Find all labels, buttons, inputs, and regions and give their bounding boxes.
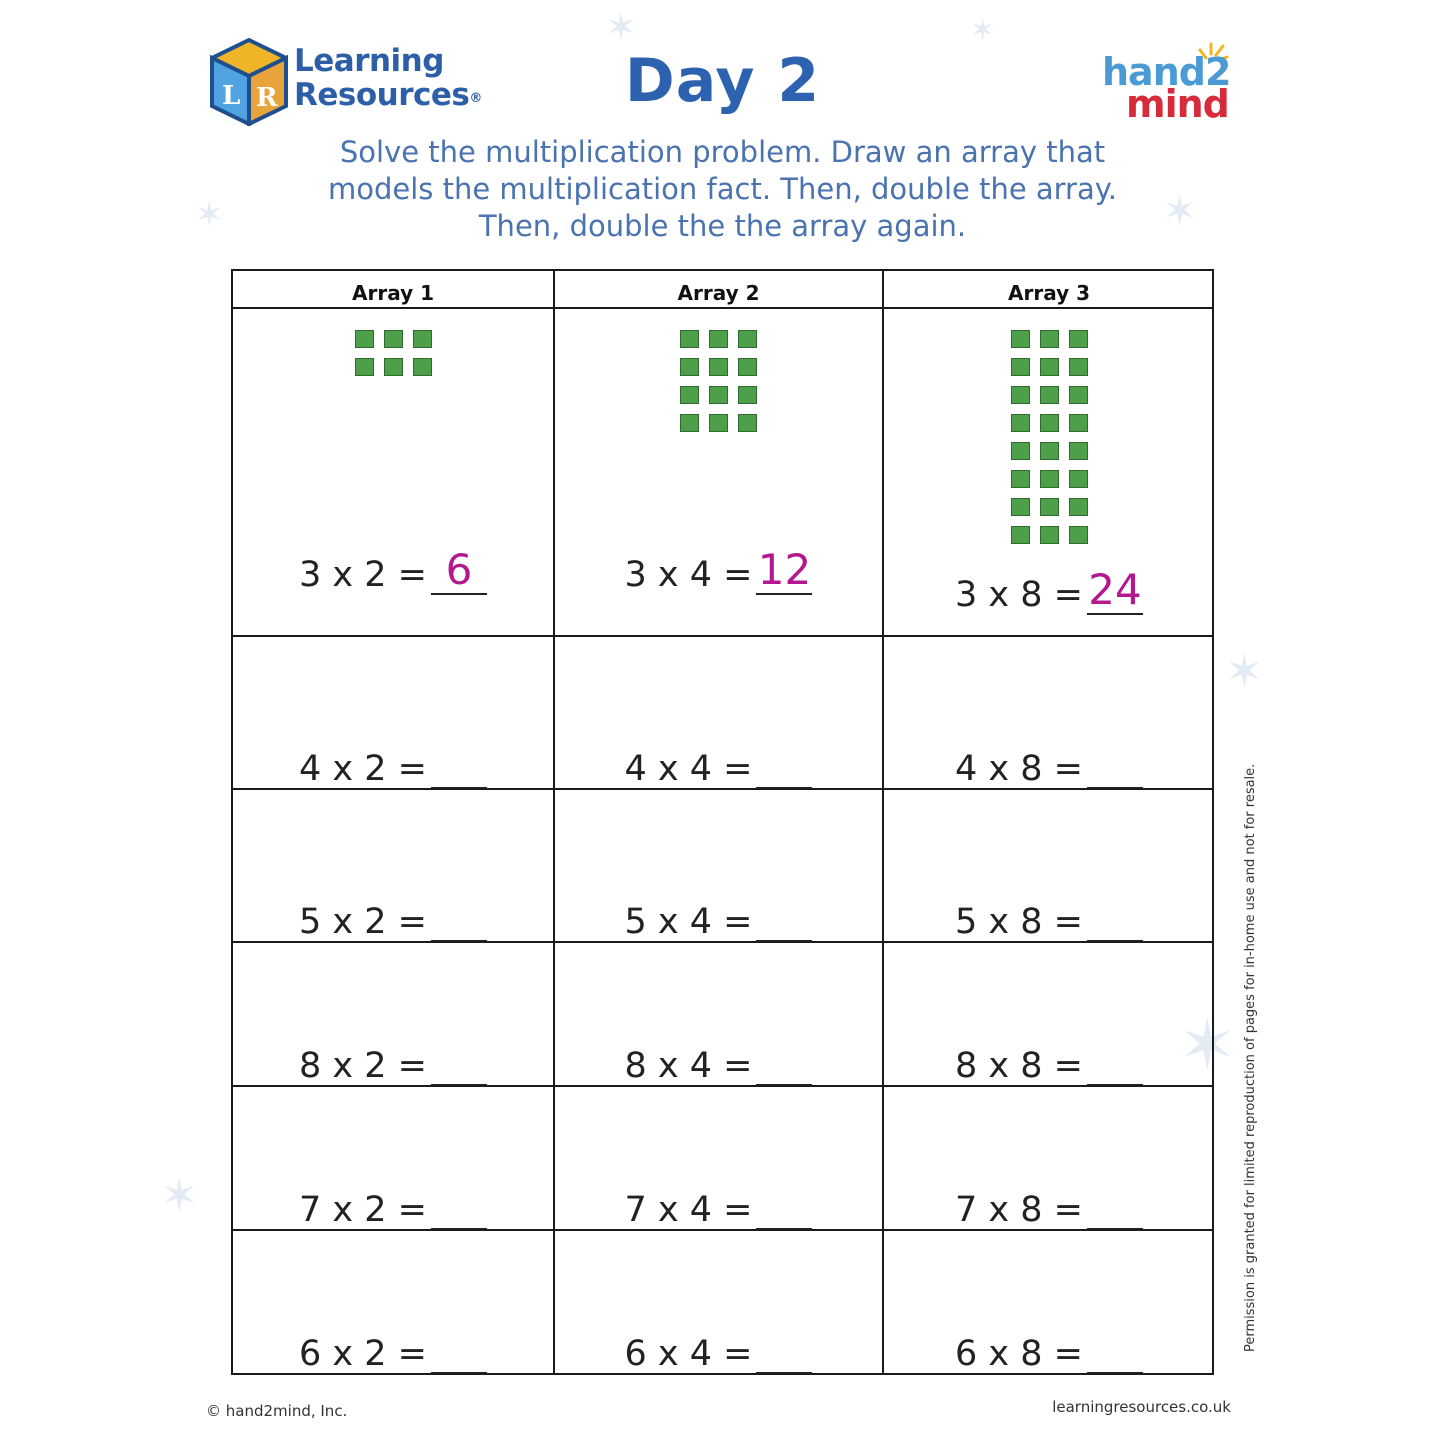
array-cell[interactable] — [884, 637, 1214, 788]
background-star-icon: ✶ — [1162, 186, 1198, 235]
array-square — [1011, 414, 1030, 432]
multiplication-equation — [233, 1334, 553, 1374]
brand-name-line2: Resources — [294, 77, 470, 113]
equation-expression: 5 x 4 = — [624, 902, 753, 942]
permission-notice: Permission is granted for limited reproduction of pages for in-home use and not for resale. — [1243, 763, 1258, 1352]
multiplication-equation — [555, 902, 882, 942]
multiplication-equation — [555, 1190, 882, 1230]
equation-expression: 6 x 4 = — [624, 1334, 753, 1374]
answer-blank[interactable] — [756, 749, 812, 789]
equation-expression: 5 x 2 = — [299, 902, 427, 942]
array-cell[interactable] — [884, 1231, 1214, 1375]
array-square — [709, 414, 728, 432]
array-square — [1040, 386, 1059, 404]
array-cell[interactable] — [884, 309, 1214, 635]
array-square — [680, 330, 699, 348]
website-url: learningresources.co.uk — [1052, 1398, 1231, 1416]
array-cell[interactable] — [884, 943, 1214, 1085]
array-square — [1040, 414, 1059, 432]
multiplication-equation — [884, 749, 1214, 789]
answer-blank[interactable] — [756, 1190, 812, 1230]
instructions-line: Then, double the the array again. — [478, 209, 967, 243]
array-square — [680, 358, 699, 376]
background-star-icon: ✶ — [1178, 1004, 1237, 1086]
column-header: Array 2 — [677, 281, 760, 305]
equation-expression: 4 x 8 = — [955, 749, 1083, 789]
square-array-grid — [680, 330, 757, 432]
equation-expression: 4 x 4 = — [624, 749, 753, 789]
array-cell[interactable] — [233, 1087, 555, 1229]
copyright-notice: © hand2mind, Inc. — [206, 1402, 348, 1420]
array-square — [1040, 526, 1059, 544]
multiplication-equation — [884, 1190, 1214, 1230]
answer-blank[interactable] — [431, 902, 487, 942]
equation-expression: 8 x 8 = — [955, 1046, 1083, 1086]
table-row — [233, 309, 1212, 637]
array-cell[interactable] — [555, 790, 884, 941]
equation-expression: 7 x 2 = — [299, 1190, 427, 1230]
answer-value: 6 — [445, 545, 473, 594]
array-square — [1069, 442, 1088, 460]
hand2mind-wordmark-bottom: mind — [1126, 82, 1229, 126]
equation-expression: 7 x 8 = — [955, 1190, 1083, 1230]
array-cell[interactable] — [555, 1087, 884, 1229]
equation-expression: 6 x 2 = — [299, 1334, 427, 1374]
array-square — [1011, 498, 1030, 516]
table-header-cell — [884, 271, 1214, 307]
column-header: Array 3 — [1007, 281, 1090, 305]
array-square — [680, 414, 699, 432]
square-array-grid — [355, 330, 432, 376]
answer-blank[interactable] — [756, 545, 812, 595]
square-array — [233, 330, 553, 376]
multiplication-equation — [233, 749, 553, 789]
answer-blank[interactable] — [1087, 749, 1143, 789]
table-header-row — [233, 271, 1212, 309]
array-cell[interactable] — [555, 637, 884, 788]
multiplication-equation — [555, 1334, 882, 1374]
array-cell[interactable] — [233, 309, 555, 635]
array-square — [1011, 526, 1030, 544]
array-cell[interactable] — [884, 1087, 1214, 1229]
answer-blank[interactable] — [1087, 565, 1143, 615]
multiplication-equation — [884, 1046, 1214, 1086]
answer-blank[interactable] — [431, 1046, 487, 1086]
array-square — [709, 358, 728, 376]
array-square — [1069, 526, 1088, 544]
array-square — [1011, 470, 1030, 488]
array-square — [709, 330, 728, 348]
array-square — [413, 330, 432, 348]
square-array — [884, 330, 1214, 544]
instructions-line: models the multiplication fact. Then, double the array. — [327, 172, 1118, 206]
answer-blank[interactable] — [756, 902, 812, 942]
array-square — [738, 414, 757, 432]
square-array-grid — [1011, 330, 1088, 544]
instructions — [260, 134, 1185, 245]
array-square — [1040, 442, 1059, 460]
equation-expression: 3 x 4 = — [624, 555, 753, 595]
array-cell[interactable] — [884, 790, 1214, 941]
array-square — [1011, 330, 1030, 348]
array-cell[interactable] — [555, 309, 884, 635]
array-square — [384, 358, 403, 376]
array-cell[interactable] — [555, 943, 884, 1085]
multiplication-equation — [884, 902, 1214, 942]
multiplication-equation — [884, 565, 1214, 615]
array-square — [355, 330, 374, 348]
multiplication-equation — [233, 1046, 553, 1086]
answer-blank[interactable] — [1087, 1190, 1143, 1230]
equation-expression: 5 x 8 = — [955, 902, 1083, 942]
array-square — [1040, 330, 1059, 348]
array-cell[interactable] — [233, 1231, 555, 1375]
background-star-icon: ✶ — [1225, 644, 1264, 698]
multiplication-equation — [884, 1334, 1214, 1374]
multiplication-equation — [233, 902, 553, 942]
table-row — [233, 1087, 1212, 1231]
registered-mark: ® — [469, 91, 482, 106]
array-square — [738, 330, 757, 348]
answer-blank[interactable] — [431, 1334, 487, 1374]
array-cell[interactable] — [233, 637, 555, 788]
equation-expression: 3 x 2 = — [299, 555, 427, 595]
array-square — [1069, 414, 1088, 432]
array-square — [709, 386, 728, 404]
svg-text:L: L — [222, 81, 241, 111]
background-star-icon: ✶ — [970, 13, 996, 48]
table-header-cell — [555, 271, 884, 307]
answer-blank[interactable] — [756, 1046, 812, 1086]
array-cell[interactable] — [555, 1231, 884, 1375]
svg-text:R: R — [256, 83, 278, 113]
equation-expression: 8 x 4 = — [624, 1046, 753, 1086]
array-cell[interactable] — [233, 790, 555, 941]
answer-blank[interactable] — [431, 1190, 487, 1230]
array-cell[interactable] — [233, 943, 555, 1085]
array-square — [1011, 442, 1030, 460]
array-square — [1069, 386, 1088, 404]
array-square — [1040, 498, 1059, 516]
multiplication-equation — [233, 545, 553, 595]
table-row — [233, 943, 1212, 1087]
page-title: Day 2 — [624, 46, 821, 116]
instructions-line: Solve the multiplication problem. Draw an array that — [339, 135, 1106, 169]
answer-blank[interactable] — [1087, 902, 1143, 942]
background-star-icon: ✶ — [605, 5, 637, 49]
hand2mind-wordmark-top: hand2 — [1102, 50, 1231, 94]
array-square — [355, 358, 374, 376]
answer-blank[interactable] — [431, 545, 487, 595]
answer-blank[interactable] — [1087, 1334, 1143, 1374]
multiplication-equation — [555, 749, 882, 789]
equation-expression: 6 x 8 = — [955, 1334, 1083, 1374]
equation-expression: 3 x 8 = — [955, 575, 1083, 615]
answer-blank[interactable] — [756, 1334, 812, 1374]
multiplication-equation — [555, 545, 882, 595]
array-square — [680, 386, 699, 404]
array-square — [413, 358, 432, 376]
equation-expression: 4 x 2 = — [299, 749, 427, 789]
answer-value: 12 — [757, 545, 812, 594]
table-row — [233, 637, 1212, 790]
array-square — [738, 358, 757, 376]
table-row — [233, 790, 1212, 943]
multiplication-equation — [233, 1190, 553, 1230]
equation-expression: 8 x 2 = — [299, 1046, 427, 1086]
column-header: Array 1 — [351, 281, 434, 305]
array-square — [384, 330, 403, 348]
answer-blank[interactable] — [1087, 1046, 1143, 1086]
answer-value: 24 — [1088, 565, 1142, 614]
table-header-cell — [233, 271, 555, 307]
equation-expression: 7 x 4 = — [624, 1190, 753, 1230]
array-square — [1069, 498, 1088, 516]
array-square — [1040, 358, 1059, 376]
multiplication-equation — [555, 1046, 882, 1086]
brand-name-line1: Learning — [294, 43, 444, 79]
array-square — [1069, 330, 1088, 348]
array-square — [738, 386, 757, 404]
table-row — [233, 1231, 1212, 1375]
worksheet-table — [231, 269, 1214, 1375]
answer-blank[interactable] — [431, 749, 487, 789]
square-array — [555, 330, 882, 432]
array-square — [1069, 358, 1088, 376]
background-star-icon: ✶ — [160, 1168, 199, 1222]
hand2mind-logo — [1098, 40, 1248, 130]
array-square — [1040, 470, 1059, 488]
array-square — [1011, 386, 1030, 404]
array-square — [1069, 470, 1088, 488]
array-square — [1011, 358, 1030, 376]
background-star-icon: ✶ — [195, 195, 224, 235]
